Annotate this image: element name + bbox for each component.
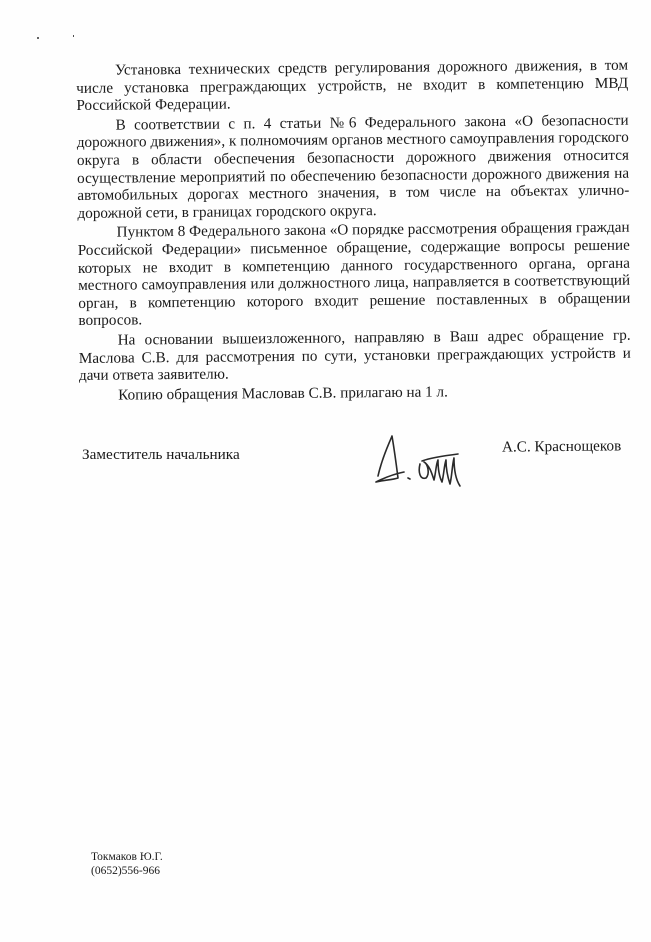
scan-speck xyxy=(73,35,74,37)
scan-speck xyxy=(37,37,39,39)
handwritten-signature xyxy=(370,428,490,498)
paragraph-redirect: На основании вышеизложенного, направляю в Ваш адрес обращение гр. Маслова С.В. для рассмотрения по сути, установки преграждающих устройств и дачи ответа заявителю. xyxy=(78,326,631,385)
signatory-name: А.С. Краснощеков xyxy=(501,437,622,456)
paragraph-federal-law-road-safety: В соответствии с п. 4 статьи №6 Федерального закона «О безопасности дорожного движения», к полномочиям органов местного самоуправления городского округа в области обеспечения безопасности дорожного движения относится осуществление мероприятий по обеспечению безопасности дорожного движения на автомобильных дорогах местного значения, в том числе на объектах улично-дорожной сети, в границах городского округа. xyxy=(76,111,630,222)
signatory-position: Заместитель начальника xyxy=(82,446,240,463)
paragraph-competence: Установка технических средств регулирования дорожного движения, в том числе установка преграждающих устройств, не входит в компетенцию МВД Российской Федерации. xyxy=(76,56,629,115)
paragraph-federal-law-appeals: Пунктом 8 Федерального закона «О порядке рассмотрения обращения граждан Российской Федерации» письменное обращение, содержащие вопросы решение которых не входит в компетенцию данного государственного органа, органа местного самоуправления или должностного лица, направляется в соответствующий орган, в компетенцию которого входит решение поставленных в обращении вопросов. xyxy=(77,219,631,330)
signature-block xyxy=(82,428,627,508)
executor-phone: (0652)556-966 xyxy=(91,865,160,877)
executor-name: Токмаков Ю.Г. xyxy=(91,851,163,863)
paragraph-attachment: Копию обращения Масловав С.В. прилагаю на 1 л. xyxy=(118,383,448,404)
letter-body xyxy=(76,57,631,407)
executor-footer xyxy=(91,850,163,878)
